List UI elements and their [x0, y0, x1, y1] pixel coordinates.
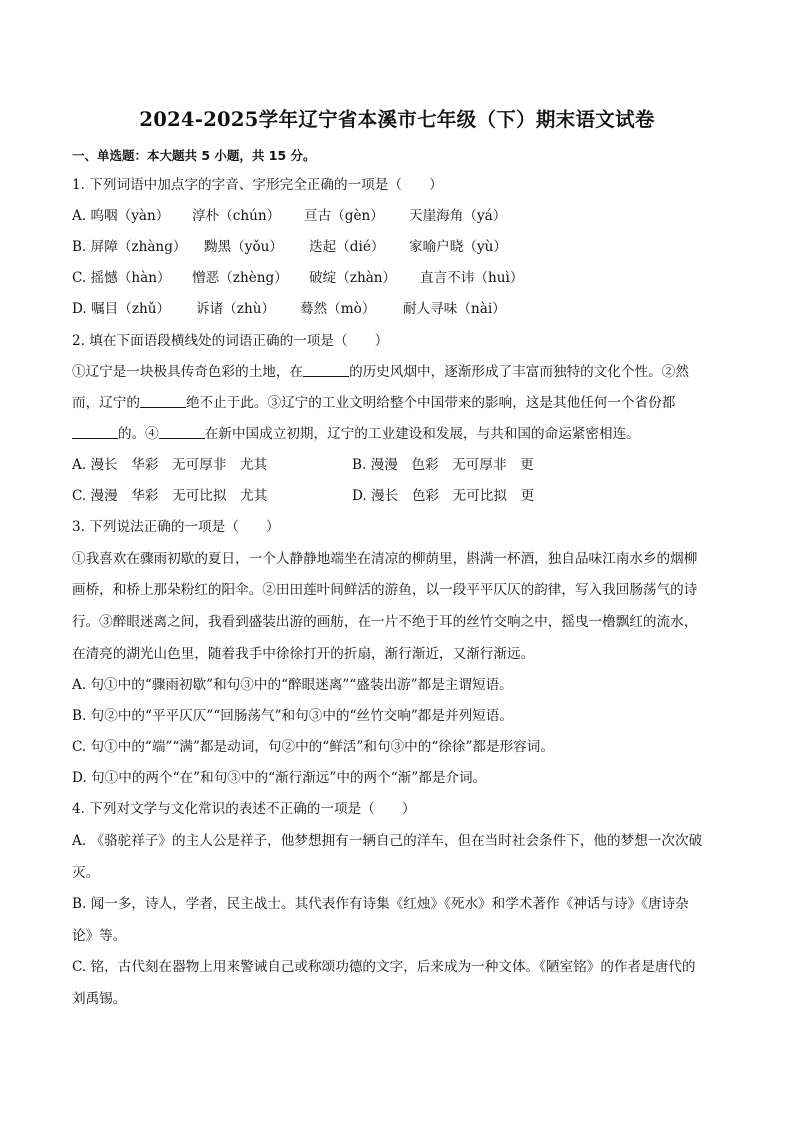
- option-word: 憎恶（zhèng）: [192, 270, 288, 286]
- fill-blank-3: [72, 426, 118, 439]
- passage-text: 绝不止于此。③辽宁的工业文明给整个中国带来的影响，这是其他任何一个省份都: [185, 395, 676, 411]
- q4-option-b[interactable]: B. 闻一多，诗人，学者，民主战士。其代表作有诗集《红烛》《死水》和学术著作《神话与诗》《唐诗杂: [72, 896, 689, 912]
- option-word: 耐人寻味（nài）: [403, 301, 506, 317]
- q4-option-c[interactable]: C. 铭，古代刻在器物上用来警诫自己或称颂功德的文字，后来成为一种文体。《陋室铭》的作者是唐代的: [72, 959, 696, 975]
- q3-option-d[interactable]: D. 句①中的两个“在”和句③中的“渐行渐远”中的两个“渐”都是介词。: [72, 770, 487, 786]
- q3-passage-line: 画桥，和桥上那朵粉红的阳伞。②田田莲叶间鲜活的游鱼，以一段平平仄仄的韵律，写入我回肠荡气的诗: [72, 582, 698, 598]
- option-word: 家喻户晓（yù）: [409, 239, 507, 255]
- q2-passage-line: [72, 363, 689, 381]
- q4-option-a-cont[interactable]: 灭。: [72, 865, 100, 881]
- passage-text: 的历史风烟中，逐渐形成了丰富而独特的文化个性。②然: [349, 364, 689, 380]
- option-word: 黝黑（yǒu）: [204, 239, 283, 255]
- q4-option-b-cont[interactable]: 论》等。: [72, 928, 127, 944]
- q1-option-a[interactable]: [72, 207, 506, 225]
- q2-option-a[interactable]: A. 漫长 华彩 无可厚非 尤其: [72, 457, 268, 473]
- q2-option-c[interactable]: C. 漫漫 华彩 无可比拟 尤其: [72, 488, 268, 504]
- fill-blank-4: [159, 426, 205, 439]
- q3-option-a[interactable]: A. 句①中的“骤雨初歇”和句③中的“醉眼迷离”“盛装出游”都是主谓短语。: [72, 677, 513, 693]
- option-word: 破绽（zhàn）: [309, 270, 397, 286]
- q1-option-b[interactable]: [72, 238, 507, 256]
- q3-option-b[interactable]: B. 句②中的“平平仄仄”“回肠荡气”和句③中的“丝竹交响”都是并列短语。: [72, 708, 513, 724]
- exam-title: 2024-2025学年辽宁省本溪市七年级（下）期末语文试卷: [139, 108, 655, 131]
- q2-passage-line: [72, 425, 640, 443]
- option-word: 蓦然（mò）: [300, 301, 376, 317]
- option-word: A. 呜咽（yàn）: [72, 208, 170, 224]
- passage-text: 而，辽宁的: [72, 395, 140, 411]
- q3-passage-line: ①我喜欢在骤雨初歇的夏日，一个人静静地端坐在清凉的柳荫里，斟满一杯酒，独自品味江南水乡的烟柳: [72, 551, 698, 567]
- q3-passage-line: 行。③醉眼迷离之间，我看到盛装出游的画舫，在一片不绝于耳的丝竹交响之中，摇曳一橹飘红的流水，: [72, 614, 698, 630]
- q1-option-d[interactable]: [72, 300, 506, 318]
- passage-text: 在新中国成立初期，辽宁的工业建设和发展，与共和国的命运紧密相连。: [204, 426, 640, 442]
- q2-passage-line: [72, 394, 675, 412]
- option-word: 直言不讳（huì）: [420, 270, 524, 286]
- passage-text: 的。④: [118, 426, 159, 442]
- q4-option-a[interactable]: A. 《骆驼祥子》的主人公是祥子，他梦想拥有一辆自己的洋车，但在当时社会条件下，他的梦想一次次破: [72, 833, 703, 849]
- option-word: 淳朴（chún）: [192, 208, 281, 224]
- q3-stem: 3. 下列说法正确的一项是（ ）: [72, 519, 280, 535]
- option-word: 迭起（dié）: [309, 239, 385, 255]
- option-word: 诉诸（zhù）: [196, 301, 276, 317]
- q2-option-d[interactable]: D. 漫长 色彩 无可比拟 更: [352, 488, 535, 504]
- option-word: C. 摇憾（hàn）: [72, 270, 171, 286]
- fill-blank-1: [303, 364, 349, 377]
- option-word: D. 嘱目（zhǔ）: [72, 301, 171, 317]
- option-word: 亘古（gèn）: [304, 208, 384, 224]
- fill-blank-2: [140, 395, 186, 408]
- q4-stem: 4. 下列对文学与文化常识的表述不正确的一项是（ ）: [72, 801, 416, 817]
- option-word: 天崖海角（yá）: [409, 208, 507, 224]
- option-word: B. 屏障（zhàng）: [72, 239, 187, 255]
- section-heading: 一、单选题：本大题共 5 小题，共 15 分。: [72, 148, 316, 163]
- q1-option-c[interactable]: [72, 269, 523, 287]
- q2-option-b[interactable]: B. 漫漫 色彩 无可厚非 更: [352, 457, 534, 473]
- q1-stem: 1. 下列词语中加点字的字音、字形完全正确的一项是（ ）: [72, 177, 443, 193]
- q3-option-c[interactable]: C. 句①中的“端”“满”都是动词，句②中的“鲜活”和句③中的“徐徐”都是形容词。: [72, 739, 554, 755]
- q4-option-c-cont[interactable]: 刘禹锡。: [72, 991, 127, 1007]
- q3-passage-line: 在清亮的湖光山色里，随着我手中徐徐打开的折扇，渐行渐近，又渐行渐远。: [72, 646, 535, 662]
- q2-stem: 2. 填在下面语段横线处的词语正确的一项是（ ）: [72, 333, 389, 349]
- passage-text: ①辽宁是一块极具传奇色彩的土地，在: [72, 364, 304, 380]
